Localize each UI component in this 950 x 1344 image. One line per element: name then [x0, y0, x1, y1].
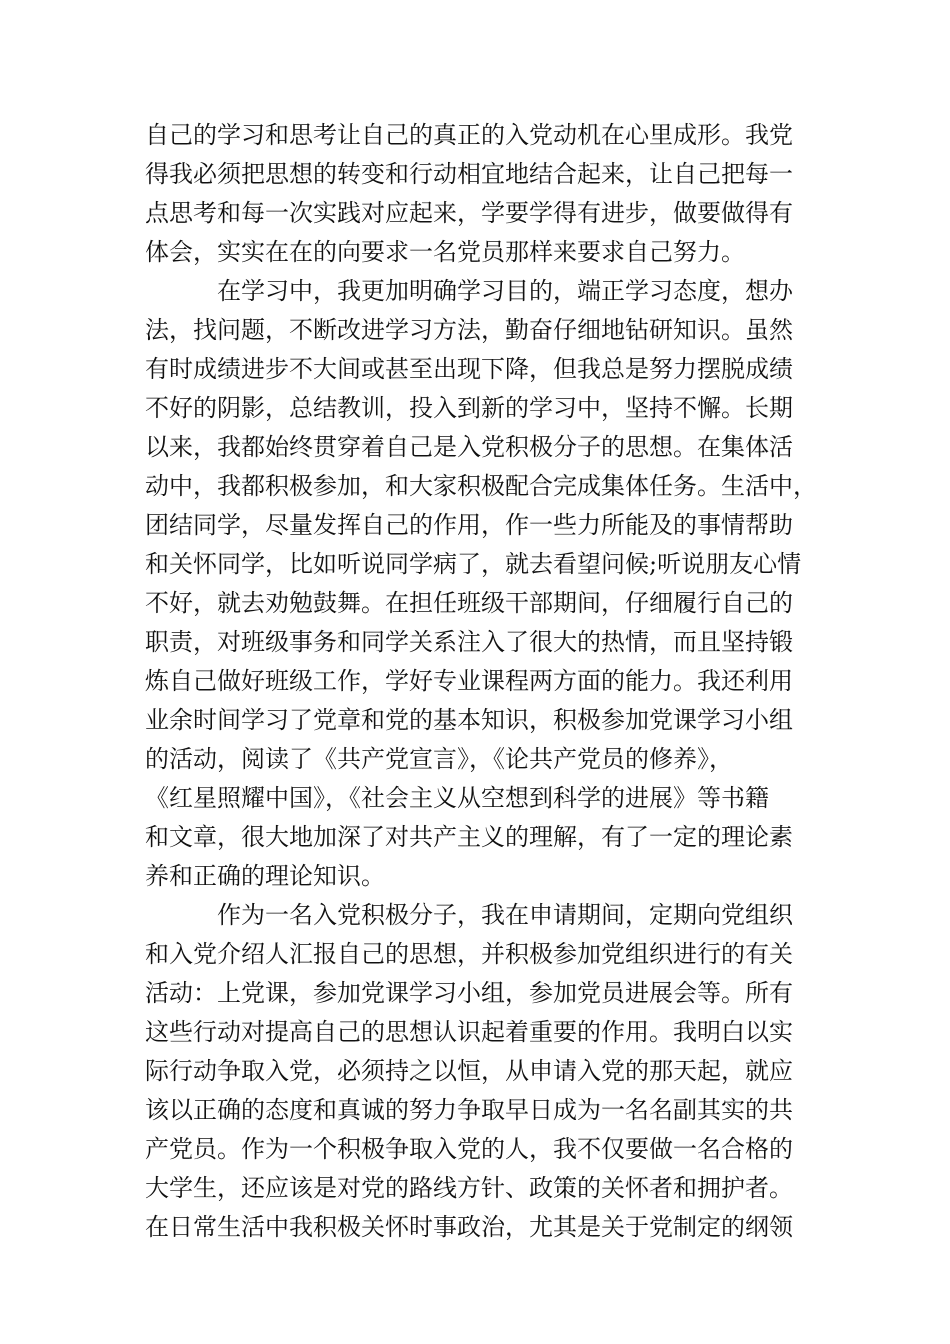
text-line: 作为一名入党积极分子，我在申请期间，定期向党组织 — [217, 901, 793, 929]
text-line: 得我必须把思想的转变和行动相宜地结合起来，让自己把每一 — [145, 160, 793, 188]
paragraph-3 — [145, 896, 805, 1247]
paragraph-1 — [145, 116, 805, 272]
text-line: 体会，实实在在的向要求一名党员那样来要求自己努力。 — [145, 238, 745, 266]
text-line: 养和正确的理论知识。 — [145, 862, 385, 890]
text-line: 和文章，很大地加深了对共产主义的理解，有了一定的理论素 — [145, 823, 793, 851]
text-line: 法，找问题，不断改进学习方法，勤奋仔细地钻研知识。虽然 — [145, 316, 793, 344]
document-page — [145, 116, 817, 1247]
text-line: 不好的阴影，总结教训，投入到新的学习中，坚持不懈。长期 — [145, 394, 793, 422]
text-line: 动中，我都积极参加，和大家积极配合完成集体任务。生活中， — [145, 472, 817, 500]
text-line: 大学生，还应该是对党的路线方针、政策的关怀者和拥护者。 — [145, 1174, 793, 1202]
text-line: 在日常生活中我积极关怀时事政治，尤其是关于党制定的纲领 — [145, 1213, 793, 1241]
text-line: 产党员。作为一个积极争取入党的人，我不仅要做一名合格的 — [145, 1135, 793, 1163]
text-line: 的活动，阅读了《共产党宣言》，《论共产党员的修养》， — [145, 745, 733, 773]
text-line: 《红星照耀中国》，《社会主义从空想到科学的进展》等书籍 — [145, 784, 769, 812]
text-line: 以来，我都始终贯穿着自己是入党积极分子的思想。在集体活 — [145, 433, 793, 461]
text-line: 团结同学，尽量发挥自己的作用，作一些力所能及的事情帮助 — [145, 511, 793, 539]
text-line: 有时成绩进步不大间或甚至出现下降，但我总是努力摆脱成绩 — [145, 355, 793, 383]
text-line: 和入党介绍人汇报自己的思想，并积极参加党组织进行的有关 — [145, 940, 793, 968]
text-line: 自己的学习和思考让自己的真正的入党动机在心里成形。我党 — [145, 121, 793, 149]
text-line: 活动：上党课，参加党课学习小组，参加党员进展会等。所有 — [145, 979, 793, 1007]
paragraph-2 — [145, 272, 817, 896]
text-line: 不好，就去劝勉鼓舞。在担任班级干部期间，仔细履行自己的 — [145, 589, 793, 617]
text-line: 际行动争取入党，必须持之以恒，从申请入党的那天起，就应 — [145, 1057, 793, 1085]
text-line: 该以正确的态度和真诚的努力争取早日成为一名名副其实的共 — [145, 1096, 793, 1124]
text-line: 职责，对班级事务和同学关系注入了很大的热情，而且坚持锻 — [145, 628, 793, 656]
text-line: 炼自己做好班级工作，学好专业课程两方面的能力。我还利用 — [145, 667, 793, 695]
text-line: 业余时间学习了党章和党的基本知识，积极参加党课学习小组 — [145, 706, 793, 734]
text-line: 点思考和每一次实践对应起来，学要学得有进步，做要做得有 — [145, 199, 793, 227]
text-line: 在学习中，我更加明确学习目的，端正学习态度，想办 — [217, 277, 793, 305]
text-line: 和关怀同学，比如听说同学病了，就去看望问候;听说朋友心情 — [145, 550, 802, 578]
text-line: 这些行动对提高自己的思想认识起着重要的作用。我明白以实 — [145, 1018, 793, 1046]
